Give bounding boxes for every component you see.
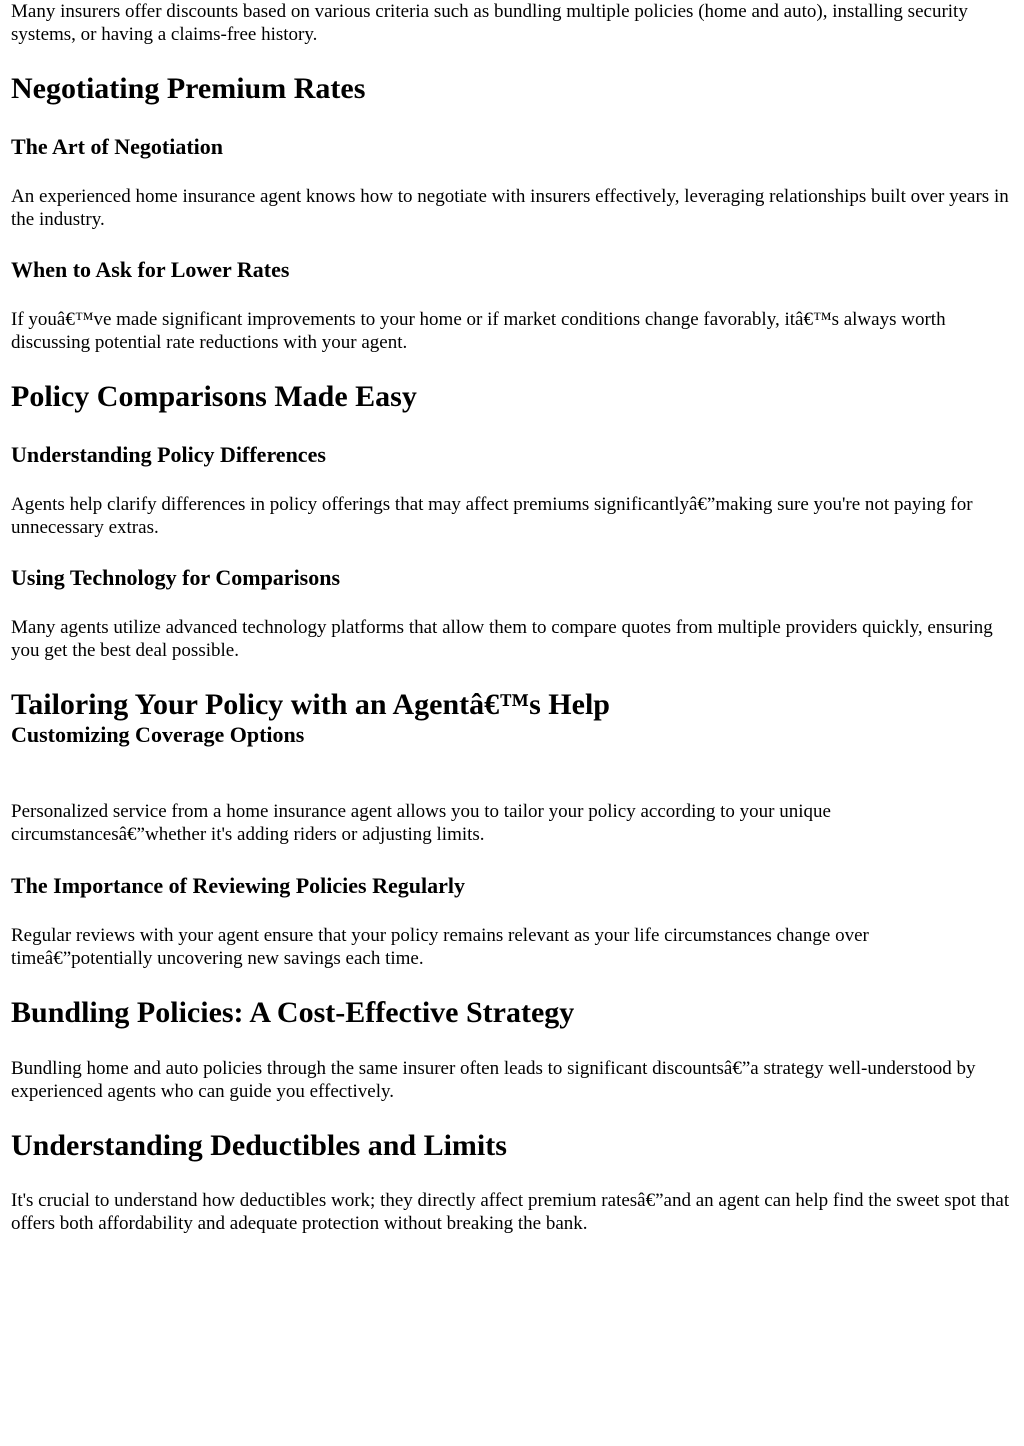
subheading-technology-comparisons: Using Technology for Comparisons [11,565,341,590]
subheading-customizing-coverage: Customizing Coverage Options [11,722,305,747]
subheading-policy-differences: Understanding Policy Differences [11,442,326,467]
section-heading-tailoring: Tailoring Your Policy with an Agentâ€™s Help [11,688,610,721]
paragraph-when-to-ask: If youâ€™ve made significant improvements to your home or if market conditions change favorably, itâ€™s always worth discussing potential rate reductions with your agent. [11,309,946,353]
paragraph-art-of-negotiation: An experienced home insurance agent knows how to negotiate with insurers effectively, leveraging relationships built over years in the industry. [11,186,1009,230]
paragraph-reviewing-policies: Regular reviews with your agent ensure that your policy remains relevant as your life circumstances change over timeâ€”potentially uncovering new savings each time. [11,925,869,969]
section-heading-negotiating: Negotiating Premium Rates [11,72,366,105]
paragraph-bundling: Bundling home and auto policies through the same insurer often leads to significant discountsâ€”a strategy well-understood by experienced agents who can guide you effectively. [11,1058,976,1102]
paragraph-customizing-coverage: Personalized service from a home insurance agent allows you to tailor your policy according to your unique circumstancesâ€”whether it's adding riders or adjusting limits. [11,801,831,845]
subheading-reviewing-policies: The Importance of Reviewing Policies Regularly [11,873,465,898]
section-heading-bundling: Bundling Policies: A Cost-Effective Strategy [11,996,575,1029]
subheading-when-to-ask: When to Ask for Lower Rates [11,257,290,282]
subheading-art-of-negotiation: The Art of Negotiation [11,134,224,159]
paragraph-technology-comparisons: Many agents utilize advanced technology platforms that allow them to compare quotes from multiple providers quickly, ensuring you get the best deal possible. [11,617,993,661]
paragraph-deductibles: It's crucial to understand how deductibles work; they directly affect premium ratesâ€”and an agent can help find the sweet spot that offers both affordability and adequate protection without breaking the bank. [11,1190,1010,1234]
intro-paragraph: Many insurers offer discounts based on various criteria such as bundling multiple policies (home and auto), installing security systems, or having a claims-free history. [11,1,968,45]
section-heading-deductibles: Understanding Deductibles and Limits [11,1129,507,1162]
section-heading-policy-comparisons: Policy Comparisons Made Easy [11,380,417,413]
paragraph-policy-differences: Agents help clarify differences in policy offerings that may affect premiums significantlyâ€”making sure you're not paying for unnecessary extras. [11,494,973,538]
